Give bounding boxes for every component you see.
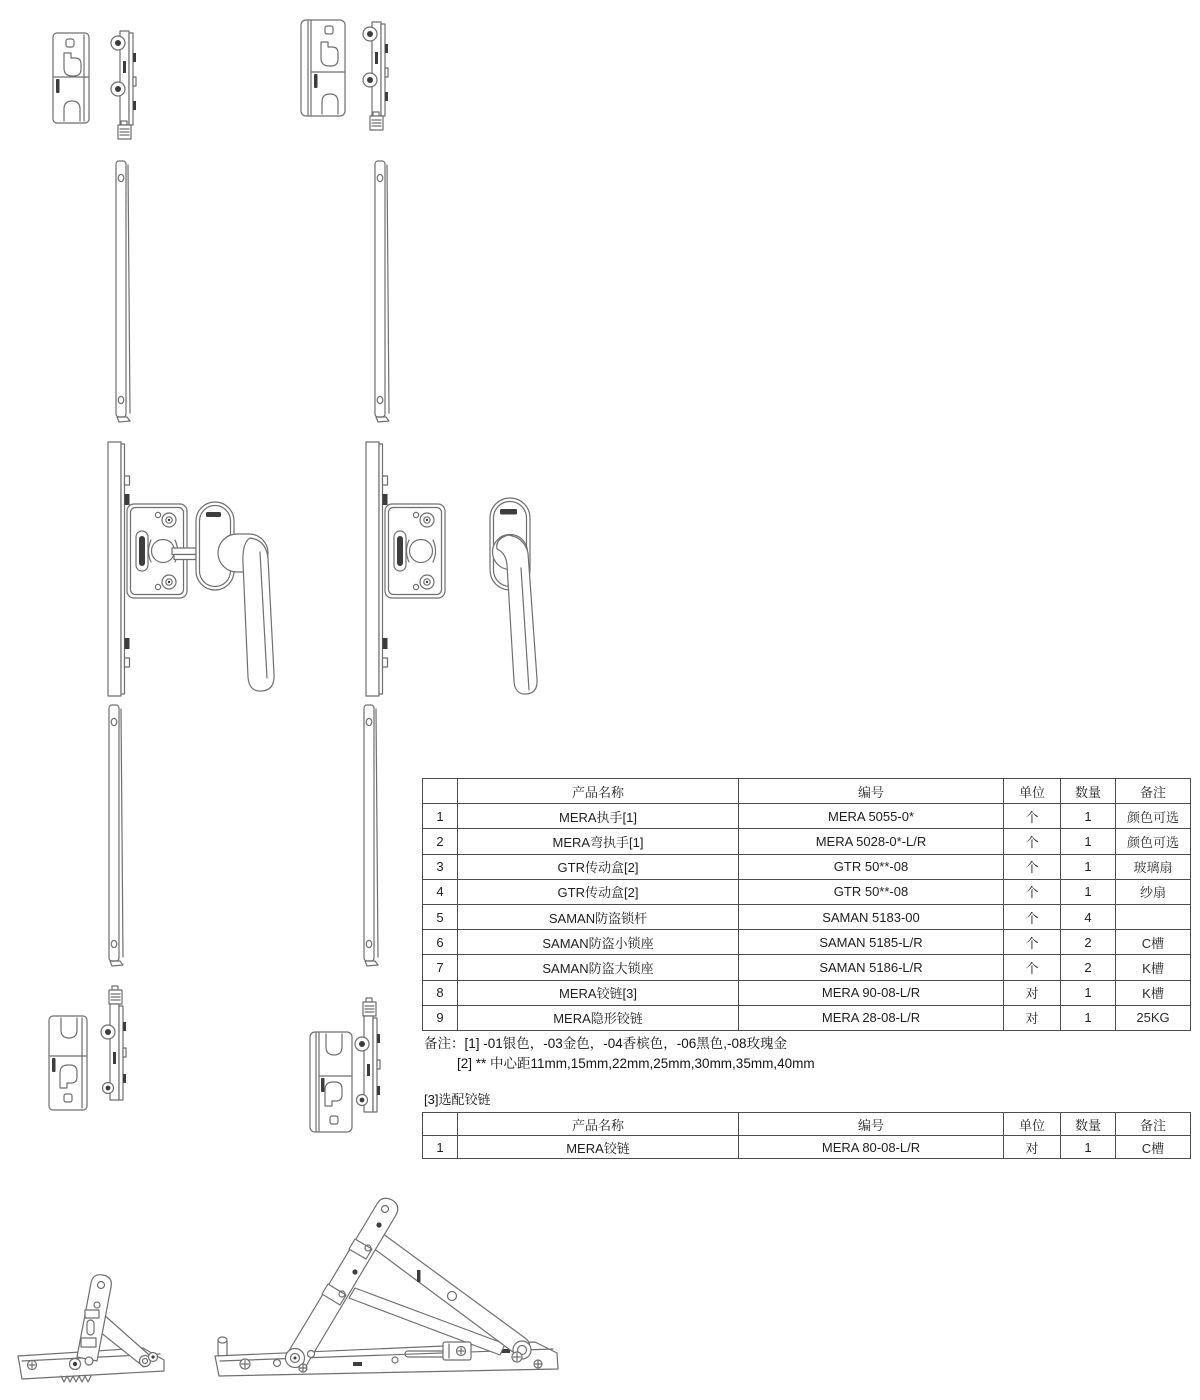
product-code: MERA 80-08-L/R: [739, 1136, 1004, 1159]
qty: 1: [1061, 829, 1116, 854]
optional-table-header: [423, 1113, 1191, 1136]
product-name: MERA弯执手[1]: [458, 829, 739, 854]
product-name: MERA执手[1]: [458, 804, 739, 829]
table-row: [423, 904, 1191, 929]
unit: 个: [1004, 955, 1061, 980]
gearbox-straight-handle-icon: [100, 438, 300, 720]
qty: 1: [1061, 879, 1116, 904]
product-code: SAMAN 5183-00: [739, 904, 1004, 929]
friction-hinge-small-icon: [15, 1258, 170, 1393]
table-row: [423, 980, 1191, 1005]
row-num: 6: [423, 930, 458, 955]
product-code: MERA 5055-0*: [739, 804, 1004, 829]
header-product-name: 产品名称: [458, 779, 739, 804]
remark: 玻璃扇: [1116, 854, 1191, 879]
row-num: 2: [423, 829, 458, 854]
qty: 2: [1061, 930, 1116, 955]
keeper-cam-bottom-right-icon: [306, 988, 406, 1153]
qty: 2: [1061, 955, 1116, 980]
product-code: SAMAN 5185-L/R: [739, 930, 1004, 955]
notes-line1: [1] -01银色，-03金色，-04香槟色，-06黑色,-08玫瑰金: [464, 1036, 788, 1051]
parts-table-header: [423, 779, 1191, 804]
keeper-cam-top-middle-icon: [295, 14, 410, 139]
unit: 个: [1004, 854, 1061, 879]
row-num: 7: [423, 955, 458, 980]
product-name: MERA隐形铰链: [458, 1005, 739, 1030]
table-row: [423, 930, 1191, 955]
qty: 1: [1061, 980, 1116, 1005]
unit: 对: [1004, 1136, 1061, 1159]
row-num: 8: [423, 980, 458, 1005]
row-num: 9: [423, 1005, 458, 1030]
table-row: [423, 879, 1191, 904]
remark: 纱扇: [1116, 879, 1191, 904]
qty: 1: [1061, 1136, 1116, 1159]
header-code: 编号: [739, 1113, 1004, 1136]
unit: 个: [1004, 904, 1061, 929]
product-code: GTR 50**-08: [739, 879, 1004, 904]
product-name: MERA铰链: [458, 1136, 739, 1159]
keeper-cam-bottom-left-icon: [45, 978, 150, 1140]
lock-rod-4-icon: [353, 700, 389, 970]
product-name: SAMAN防盗大锁座: [458, 955, 739, 980]
remark: K槽: [1116, 955, 1191, 980]
remark: C槽: [1116, 1136, 1191, 1159]
row-num: 1: [423, 1136, 458, 1159]
header-remark: 备注: [1116, 1113, 1191, 1136]
keeper-cam-top-left-icon: [45, 25, 160, 145]
remark: K槽: [1116, 980, 1191, 1005]
qty: 4: [1061, 904, 1116, 929]
optional-hinge-title: [3]选配铰链: [424, 1092, 491, 1107]
remark: [1116, 904, 1191, 929]
product-code: MERA 90-08-L/R: [739, 980, 1004, 1005]
product-code: GTR 50**-08: [739, 854, 1004, 879]
header-unit: 单位: [1004, 1113, 1061, 1136]
product-name: GTR传动盒[2]: [458, 854, 739, 879]
product-name: SAMAN防盗锁杆: [458, 904, 739, 929]
unit: 对: [1004, 1005, 1061, 1030]
remark: 颜色可选: [1116, 804, 1191, 829]
product-code: MERA 5028-0*-L/R: [739, 829, 1004, 854]
table-row: [423, 804, 1191, 829]
header-unit: 单位: [1004, 779, 1061, 804]
parts-table: [422, 778, 1191, 1031]
unit: 对: [1004, 980, 1061, 1005]
table-row: [423, 1005, 1191, 1030]
table-row: [423, 1136, 1191, 1159]
header-qty: 数量: [1061, 779, 1116, 804]
product-name: GTR传动盒[2]: [458, 879, 739, 904]
remark: 25KG: [1116, 1005, 1191, 1030]
table-notes: [424, 1034, 815, 1073]
lock-rod-1-icon: [105, 156, 141, 426]
row-num: 3: [423, 854, 458, 879]
row-num: 4: [423, 879, 458, 904]
table-row: [423, 829, 1191, 854]
header-qty: 数量: [1061, 1113, 1116, 1136]
header-remark: 备注: [1116, 779, 1191, 804]
header-num: [423, 779, 458, 804]
row-num: 5: [423, 904, 458, 929]
remark: C槽: [1116, 930, 1191, 955]
gearbox-bent-handle-icon: [358, 438, 563, 723]
unit: 个: [1004, 879, 1061, 904]
unit: 个: [1004, 930, 1061, 955]
optional-hinge-table: [422, 1112, 1191, 1159]
product-name: SAMAN防盗小锁座: [458, 930, 739, 955]
header-product-name: 产品名称: [458, 1113, 739, 1136]
qty: 1: [1061, 854, 1116, 879]
remark: 颜色可选: [1116, 829, 1191, 854]
lock-rod-2-icon: [364, 156, 400, 426]
friction-hinge-large-icon: [205, 1192, 570, 1400]
row-num: 1: [423, 804, 458, 829]
notes-label: 备注：: [424, 1036, 465, 1051]
unit: 个: [1004, 829, 1061, 854]
lock-rod-3-icon: [98, 700, 134, 970]
product-code: MERA 28-08-L/R: [739, 1005, 1004, 1030]
unit: 个: [1004, 804, 1061, 829]
qty: 1: [1061, 1005, 1116, 1030]
table-row: [423, 955, 1191, 980]
header-code: 编号: [739, 779, 1004, 804]
qty: 1: [1061, 804, 1116, 829]
header-num: [423, 1113, 458, 1136]
product-name: MERA铰链[3]: [458, 980, 739, 1005]
product-code: SAMAN 5186-L/R: [739, 955, 1004, 980]
notes-line2: [2] ** 中心距11mm,15mm,22mm,25mm,30mm,35mm,40mm: [457, 1055, 815, 1071]
table-row: [423, 854, 1191, 879]
